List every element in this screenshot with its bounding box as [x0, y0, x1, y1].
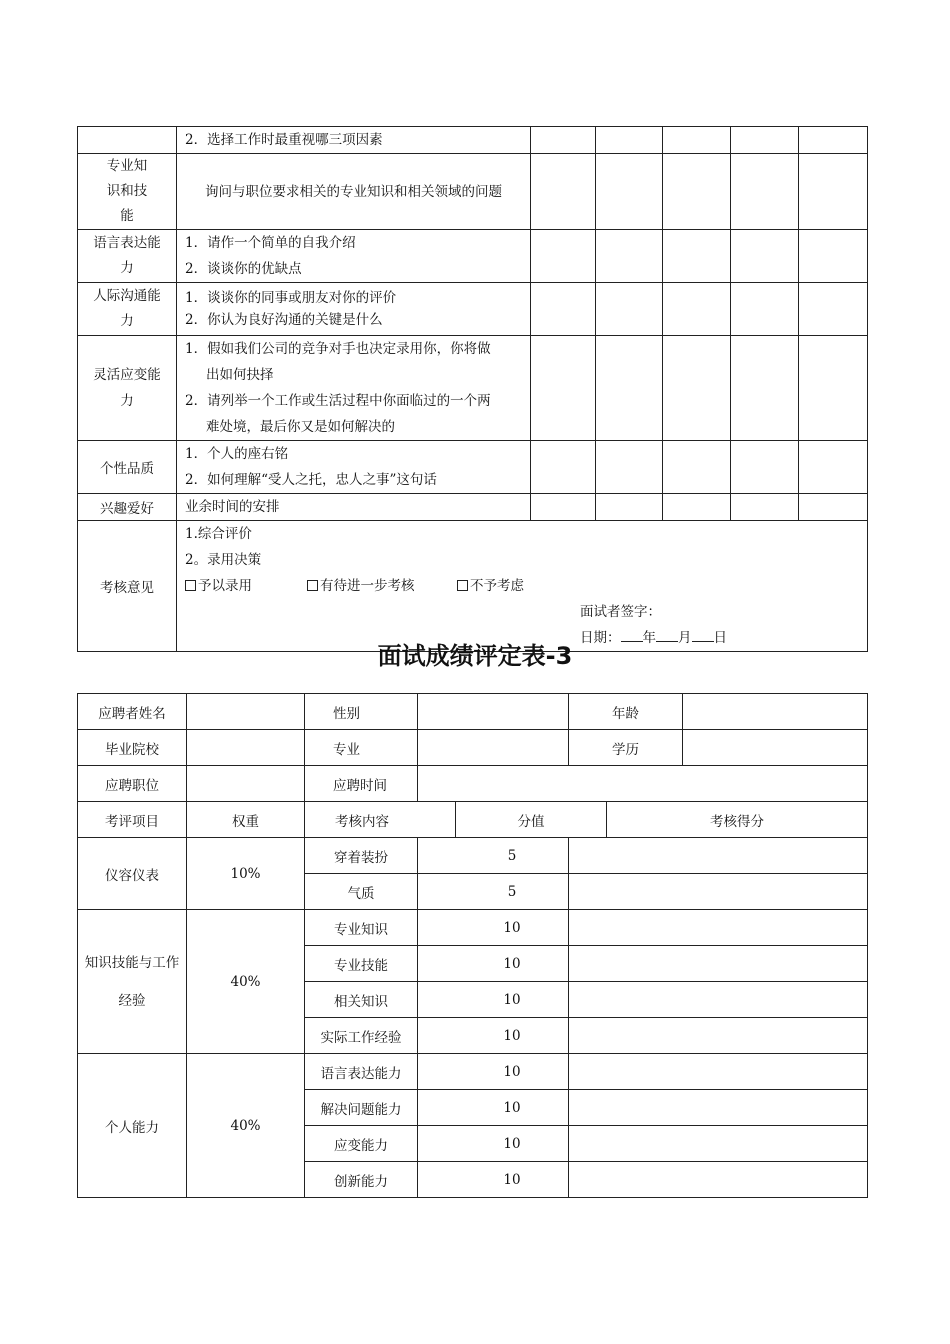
opinion-cell [177, 521, 868, 652]
result-cell[interactable] [569, 946, 868, 982]
weight-cell: 40% [187, 910, 305, 1054]
time-field[interactable] [418, 766, 868, 802]
table-row [78, 694, 868, 730]
score-cell [596, 336, 663, 441]
score-cell [531, 127, 596, 154]
table-row [78, 730, 868, 766]
checkbox-icon[interactable] [185, 580, 196, 591]
score-cell [596, 127, 663, 154]
score-value: 10 [418, 1162, 569, 1198]
table-row [78, 910, 868, 946]
result-cell[interactable] [569, 1018, 868, 1054]
score-cell [663, 336, 731, 441]
content-cell: 气质 [305, 874, 418, 910]
question-line: 2．请列举一个工作或生活过程中你面临过的一个两 [185, 393, 491, 409]
score-cell [531, 494, 596, 521]
score-value: 10 [418, 910, 569, 946]
question-line: 1．请作一个简单的自我介绍 [185, 235, 356, 251]
content-cell: 专业技能 [305, 946, 418, 982]
score-cell [731, 127, 799, 154]
education-label: 学历 [569, 730, 683, 765]
question-cell [177, 441, 531, 494]
content-cell: 语言表达能力 [305, 1054, 418, 1090]
item-cell: 仪容仪表 [78, 838, 187, 910]
score-cell [799, 154, 868, 230]
content-cell: 专业知识 [305, 910, 418, 946]
overall-evaluation: 1.综合评价 [185, 526, 252, 542]
school-field[interactable] [187, 730, 305, 766]
score-cell [596, 283, 663, 336]
checkbox-icon[interactable] [307, 580, 318, 591]
weight-cell: 40% [187, 1054, 305, 1198]
interview-question-table [77, 126, 868, 652]
header-item: 考评项目 [78, 802, 187, 838]
item-cell: 知识技能与工作经验 [78, 910, 187, 1054]
score-cell [531, 283, 596, 336]
header-weight: 权重 [187, 802, 305, 838]
item-cell: 个人能力 [78, 1054, 187, 1198]
score-cell [531, 441, 596, 494]
table-header-row [78, 802, 868, 838]
option-reject[interactable]: 不予考虑 [457, 573, 524, 599]
question-cell [177, 336, 531, 441]
question-line: 难处境，最后你又是如何解决的 [206, 419, 395, 435]
content-cell: 穿着装扮 [305, 838, 418, 874]
header-content: 考核内容 [305, 802, 456, 838]
hiring-decision: 2。录用决策 [185, 552, 262, 568]
question-line: 2．选择工作时最重视哪三项因素 [185, 132, 383, 148]
content-cell: 创新能力 [305, 1162, 418, 1198]
score-cell [596, 154, 663, 230]
score-cell [799, 441, 868, 494]
score-value: 10 [418, 982, 569, 1018]
score-cell [531, 230, 596, 283]
score-cell [731, 336, 799, 441]
table-row [78, 127, 868, 154]
score-value: 10 [418, 1090, 569, 1126]
score-cell [799, 494, 868, 521]
result-cell[interactable] [569, 1126, 868, 1162]
result-cell[interactable] [569, 910, 868, 946]
score-value: 10 [418, 1054, 569, 1090]
opinion-label: 考核意见 [78, 521, 177, 652]
score-cell [799, 127, 868, 154]
age-field[interactable] [683, 694, 867, 729]
decision-options [185, 573, 867, 599]
name-field[interactable] [187, 694, 305, 730]
question-line: 业余时间的安排 [185, 499, 280, 515]
question-cell [177, 127, 531, 154]
gender-field[interactable] [418, 694, 569, 730]
table-row [78, 336, 868, 441]
score-cell [731, 441, 799, 494]
content-cell: 解决问题能力 [305, 1090, 418, 1126]
score-value: 5 [418, 838, 569, 874]
weight-cell: 10% [187, 838, 305, 910]
score-cell [799, 336, 868, 441]
score-cell [596, 494, 663, 521]
question-cell [177, 154, 531, 230]
category-cell: 兴趣爱好 [78, 494, 177, 521]
table-row [78, 1054, 868, 1090]
school-label: 毕业院校 [78, 730, 187, 766]
score-value: 5 [418, 874, 569, 910]
checkbox-icon[interactable] [457, 580, 468, 591]
score-cell [663, 230, 731, 283]
name-label: 应聘者姓名 [78, 694, 187, 730]
score-cell [799, 230, 868, 283]
date-line: 日期： 年 月 日 [185, 625, 867, 651]
question-line: 2．你认为良好沟通的关键是什么 [185, 312, 383, 328]
score-cell [663, 441, 731, 494]
result-cell[interactable] [569, 1090, 868, 1126]
time-label: 应聘时间 [305, 766, 418, 802]
age-label: 年龄 [569, 694, 683, 729]
score-cell [663, 283, 731, 336]
signature-label: 面试者签字： [580, 604, 661, 620]
question-line: 2．谈谈你的优缺点 [185, 261, 302, 277]
question-line: 1．谈谈你的同事或朋友对你的评价 [185, 290, 397, 306]
question-line: 出如何抉择 [206, 367, 274, 383]
category-cell: 灵活应变能力 [78, 336, 177, 441]
table-row [78, 521, 868, 652]
score-value: 10 [418, 946, 569, 982]
category-cell: 语言表达能力 [78, 230, 177, 283]
question-cell [177, 494, 531, 521]
result-cell[interactable] [569, 982, 868, 1018]
score-value: 10 [418, 1126, 569, 1162]
question-line: 询问与职位要求相关的专业知识和相关领域的问题 [205, 183, 502, 200]
education-field[interactable] [683, 730, 867, 765]
result-cell[interactable] [569, 1162, 868, 1198]
score-value: 10 [418, 1018, 569, 1054]
score-cell [596, 230, 663, 283]
question-cell [177, 230, 531, 283]
score-cell [531, 154, 596, 230]
header-result: 考核得分 [607, 802, 868, 838]
table-row [78, 494, 868, 521]
position-label: 应聘职位 [78, 766, 187, 802]
question-line: 1．假如我们公司的竞争对手也决定录用你，你将做 [185, 341, 491, 357]
age-cell [569, 694, 868, 730]
category-cell: 个性品质 [78, 441, 177, 494]
table-row [78, 154, 868, 230]
score-cell [663, 494, 731, 521]
education-cell [569, 730, 868, 766]
score-cell [663, 127, 731, 154]
score-cell [596, 441, 663, 494]
result-cell[interactable] [569, 1054, 868, 1090]
question-line: 2．如何理解“受人之托，忠人之事”这句话 [185, 472, 437, 488]
content-cell: 实际工作经验 [305, 1018, 418, 1054]
header-score: 分值 [456, 802, 607, 838]
major-label: 专业 [305, 730, 418, 766]
question-cell [177, 283, 531, 336]
position-field[interactable] [187, 766, 305, 802]
option-hire[interactable]: 予以录用 [185, 573, 307, 599]
category-cell: 人际沟通能力 [78, 283, 177, 336]
question-line: 1．个人的座右铭 [185, 446, 289, 462]
score-cell [731, 283, 799, 336]
score-form-table [77, 693, 868, 1198]
score-cell [663, 154, 731, 230]
result-cell[interactable] [569, 874, 868, 910]
category-cell: 专业知识和技能 [78, 154, 177, 230]
category-cell [78, 127, 177, 154]
content-cell: 应变能力 [305, 1126, 418, 1162]
result-cell[interactable] [569, 838, 868, 874]
score-cell [531, 336, 596, 441]
major-field[interactable] [418, 730, 569, 766]
page-title: 面试成绩评定表-3 [377, 642, 573, 670]
score-cell [799, 283, 868, 336]
score-cell [731, 494, 799, 521]
table-row [78, 230, 868, 283]
table-row [78, 838, 868, 874]
score-cell [731, 154, 799, 230]
table-row [78, 283, 868, 336]
option-further-review[interactable]: 有待进一步考核 [307, 573, 457, 599]
content-cell: 相关知识 [305, 982, 418, 1018]
gender-label: 性别 [305, 694, 418, 730]
score-cell [731, 230, 799, 283]
table-row [78, 441, 868, 494]
table-row [78, 766, 868, 802]
